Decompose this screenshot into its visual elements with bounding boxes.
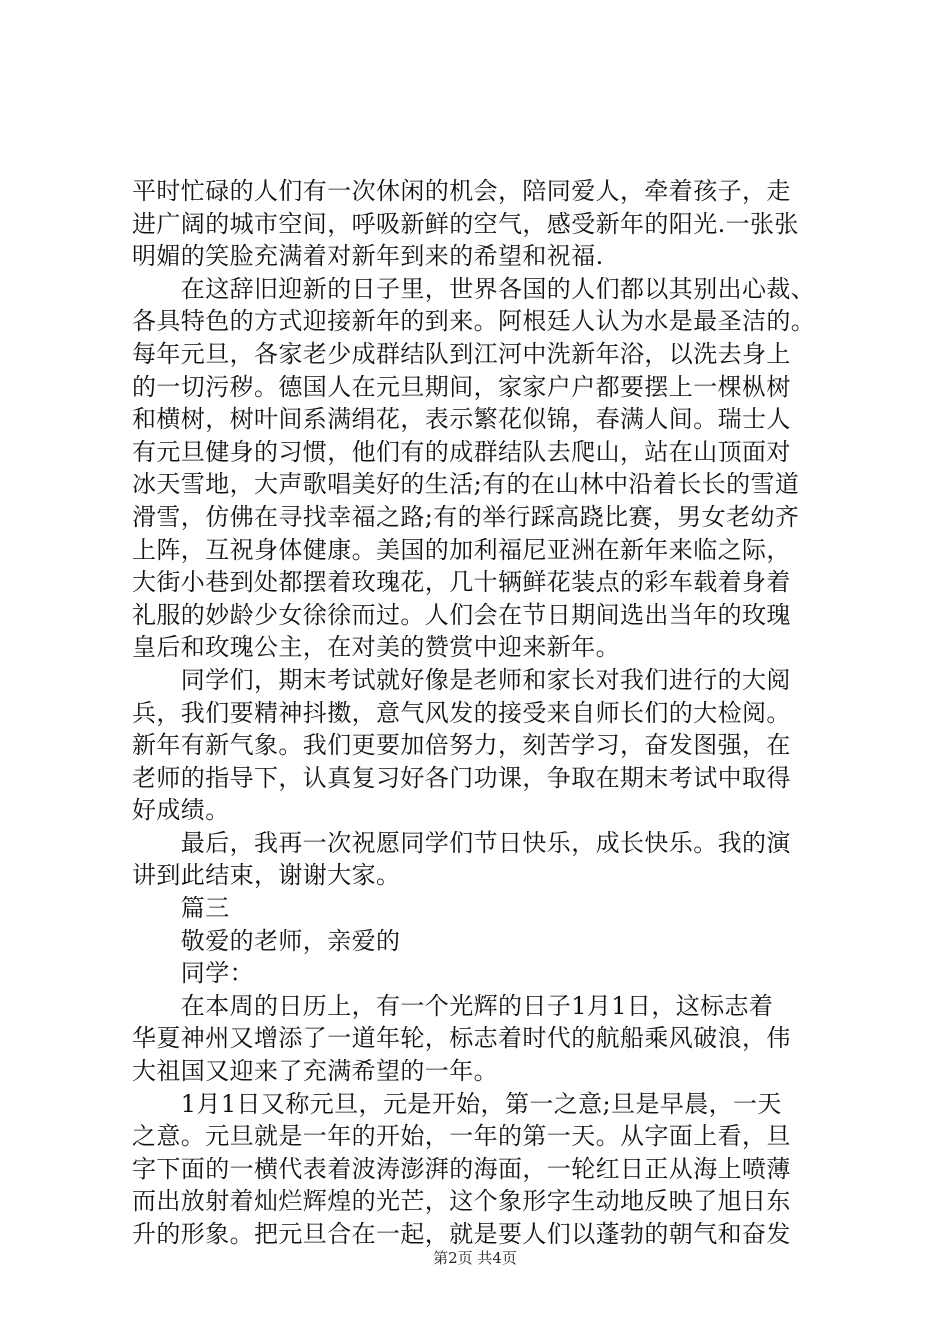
text-line: 进广阔的城市空间，呼吸新鲜的空气，感受新年的阳光.一张张 — [132, 209, 799, 238]
text-line: 上阵，互祝身体健康。美国的加利福尼亚洲在新年来临之际， — [132, 535, 791, 564]
text-line: 字下面的一横代表着波涛澎湃的海面，一轮红日正从海上喷薄 — [132, 1154, 791, 1183]
text-line: 好成绩。 — [132, 796, 230, 825]
body-text — [132, 175, 852, 1251]
text-line: 同学们，期末考试就好像是老师和家长对我们进行的大阅 — [132, 665, 791, 694]
text-line: 和横树，树叶间系满绢花，表示繁花似锦，春满人间。瑞士人 — [132, 405, 791, 434]
text-line: 篇三 — [132, 894, 230, 923]
text-line: 明媚的笑脸充满着对新年到来的希望和祝福. — [132, 242, 604, 271]
page-footer: 第2页 共4页 — [433, 1249, 517, 1267]
text-line: 皇后和玫瑰公主，在对美的赞赏中迎来新年。 — [132, 633, 620, 662]
text-line: 滑雪，仿佛在寻找幸福之路;有的举行踩高跷比赛，男女老幼齐 — [132, 502, 800, 531]
text-line: 冰天雪地，大声歌唱美好的生活;有的在山林中沿着长长的雪道 — [132, 470, 800, 499]
text-line: 而出放射着灿烂辉煌的光芒，这个象形字生动地反映了旭日东 — [132, 1187, 791, 1216]
text-line: 礼服的妙龄少女徐徐而过。人们会在节日期间选出当年的玫瑰 — [132, 600, 791, 629]
text-line: 1月1日又称元旦，元是开始，第一之意;旦是早晨，一天 — [132, 1089, 782, 1118]
text-line: 每年元旦，各家老少成群结队到江河中洗新年浴，以洗去身上 — [132, 339, 791, 368]
text-line: 有元旦健身的习惯，他们有的成群结队去爬山，站在山顶面对 — [132, 437, 791, 466]
text-line: 最后，我再一次祝愿同学们节日快乐，成长快乐。我的演 — [132, 828, 791, 857]
text-line: 在本周的日历上，有一个光辉的日子1月1日，这标志着 — [132, 991, 774, 1020]
text-line: 大祖国又迎来了充满希望的一年。 — [132, 1057, 498, 1086]
text-line: 在这辞旧迎新的日子里，世界各国的人们都以其别出心裁、 — [132, 274, 816, 303]
text-line: 各具特色的方式迎接新年的到来。阿根廷人认为水是最圣洁的。 — [132, 307, 816, 336]
text-line: 升的形象。把元旦合在一起，就是要人们以蓬勃的朝气和奋发 — [132, 1220, 791, 1248]
text-line: 华夏神州又增添了一道年轮，标志着时代的航船乘风破浪，伟 — [132, 1024, 791, 1053]
text-line: 大街小巷到处都摆着玫瑰花，几十辆鲜花装点的彩车载着身着 — [132, 568, 791, 597]
text-line: 兵，我们要精神抖擞，意气风发的接受来自师长们的大检阅。 — [132, 698, 791, 727]
text-line: 讲到此结束，谢谢大家。 — [132, 861, 401, 890]
text-line: 敬爱的老师，亲爱的 — [132, 926, 401, 955]
text-line: 之意。元旦就是一年的开始，一年的第一天。从字面上看，旦 — [132, 1122, 791, 1151]
text-line: 新年有新气象。我们更要加倍努力，刻苦学习，奋发图强，在 — [132, 731, 791, 760]
text-line: 的一切污秽。德国人在元旦期间，家家户户都要摆上一棵枞树 — [132, 372, 791, 401]
text-line: 老师的指导下，认真复习好各门功课，争取在期末考试中取得 — [132, 763, 791, 792]
text-line: 平时忙碌的人们有一次休闲的机会，陪同爱人，牵着孩子，走 — [132, 177, 791, 205]
text-line: 同学： — [132, 959, 254, 988]
